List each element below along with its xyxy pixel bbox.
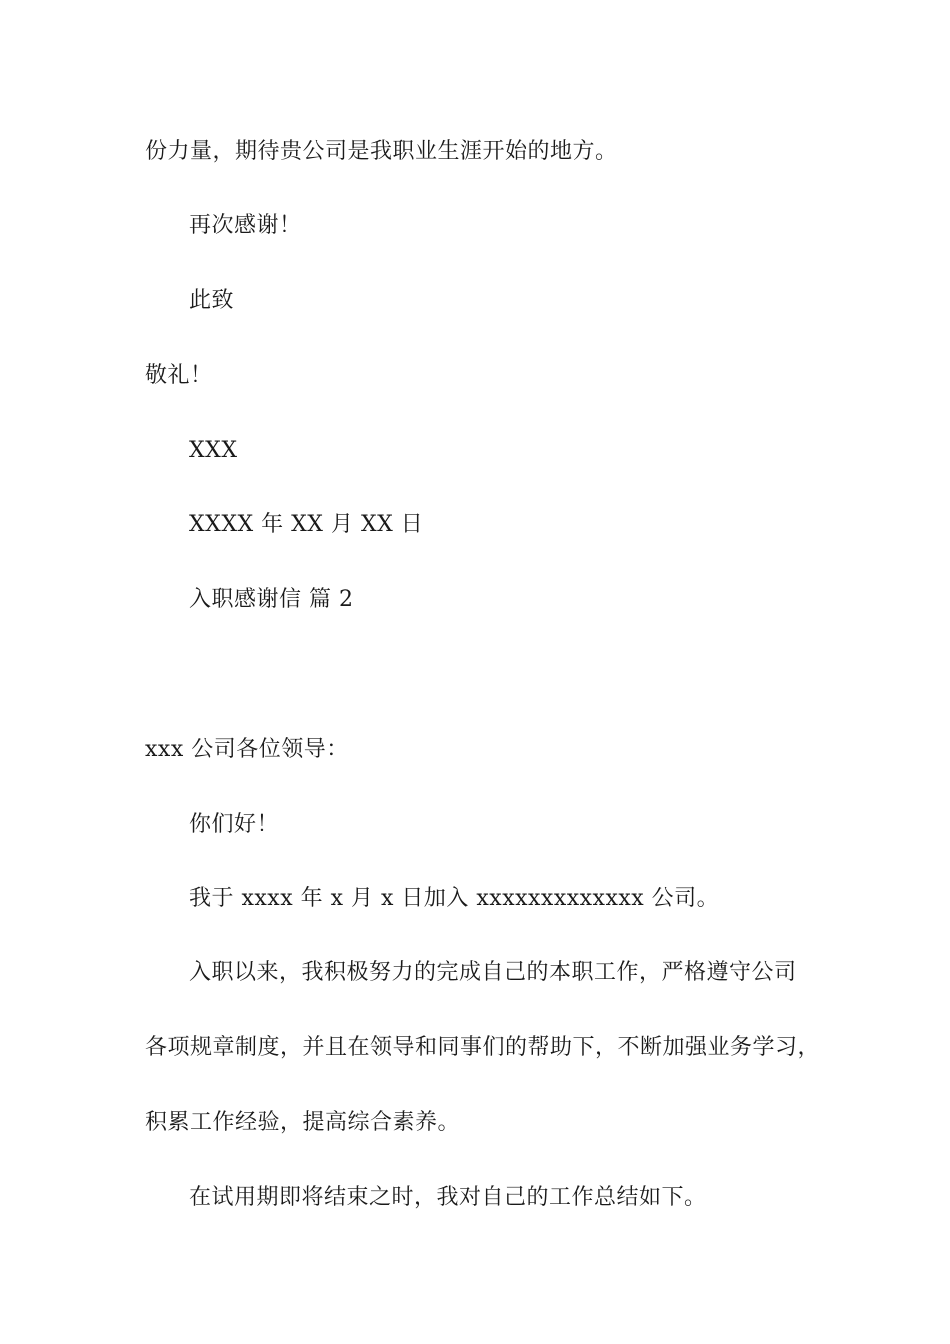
section-heading: 入职感谢信 篇 2: [189, 587, 354, 612]
closing-thanks: 再次感谢！: [189, 213, 302, 238]
paragraph-body-line-2: 各项规章制度，并且在领导和同事们的帮助下，不断加强业务学习，: [145, 1035, 821, 1060]
signature-name: XXX: [189, 438, 238, 463]
paragraph-body-line-3: 积累工作经验，提高综合素养。: [145, 1110, 461, 1135]
letter-greeting: 你们好！: [189, 812, 280, 837]
paragraph-join-date: 我于 xxxx 年 x 月 x 日加入 xxxxxxxxxxxxx 公司。: [189, 886, 720, 911]
salutation-cizhi: 此致: [189, 288, 235, 313]
paragraph-continuation: 份力量，期待贵公司是我职业生涯开始的地方。: [145, 139, 618, 164]
paragraph-body-line-1: 入职以来，我积极努力的完成自己的本职工作，严格遵守公司: [189, 960, 797, 985]
salutation-jingli: 敬礼！: [145, 363, 213, 388]
letter-addressee: xxx 公司各位领导：: [145, 737, 349, 762]
signature-date: XXXX 年 XX 月 XX 日: [189, 512, 424, 537]
paragraph-summary-intro: 在试用期即将结束之时，我对自己的工作总结如下。: [189, 1185, 707, 1210]
